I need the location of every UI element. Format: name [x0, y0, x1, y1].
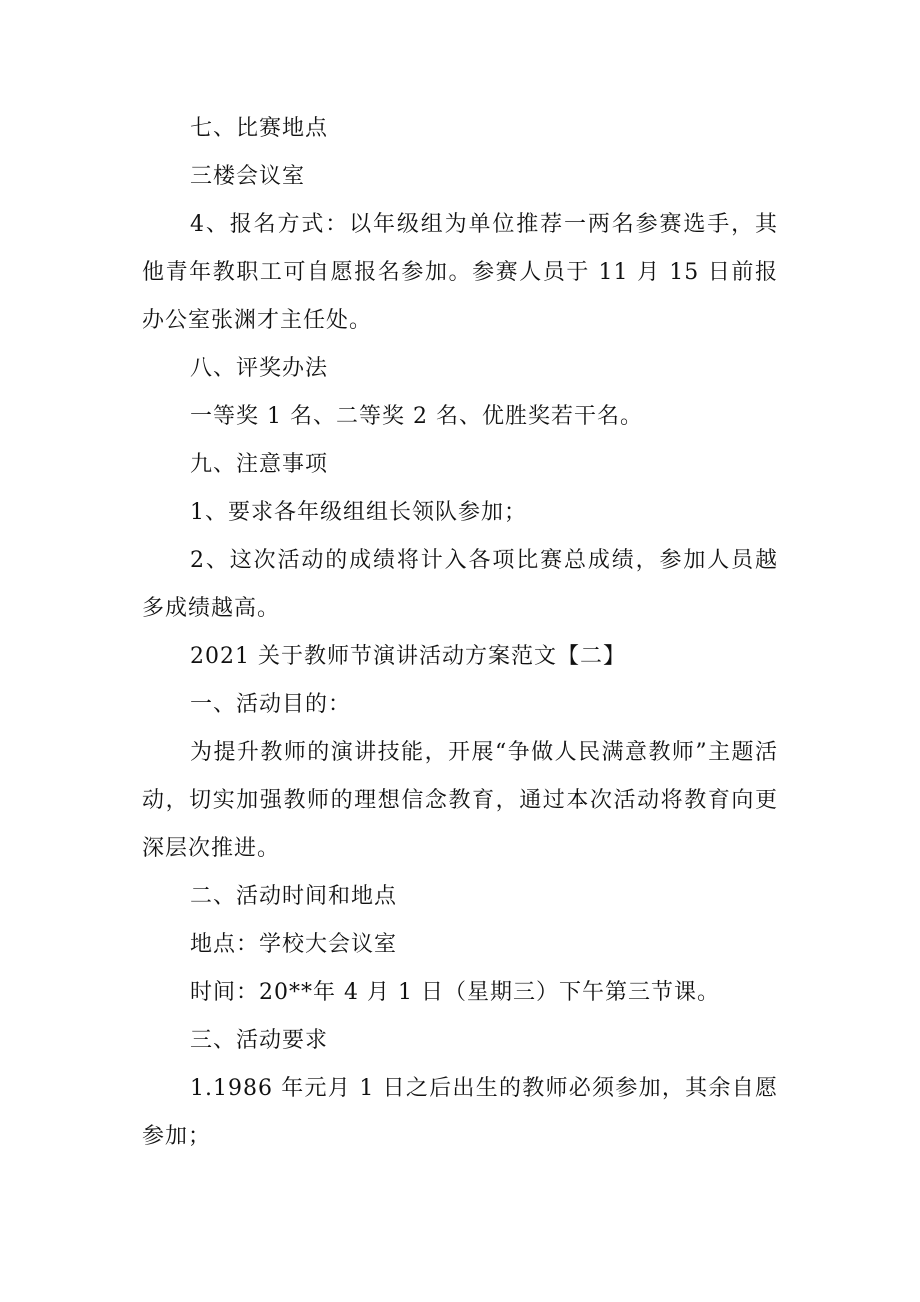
heading-requirements: 三、活动要求 [190, 1028, 329, 1053]
heading-award-method: 八、评奖办法 [190, 356, 329, 381]
section-title-plan-two: 2021 关于教师节演讲活动方案范文【二】 [190, 644, 626, 669]
heading-activity-purpose: 一、活动目的： [190, 692, 352, 717]
paragraph-note-1: 1、要求各年级组组长领队参加； [190, 500, 527, 525]
heading-notes: 九、注意事项 [190, 452, 329, 477]
paragraph-registration: 4、报名方式：以年级组为单位推荐一两名参赛选手，其他青年教职工可自愿报名参加。参赛人员于 11 月 15 日前报办公室张渊才主任处。 [142, 212, 778, 333]
heading-competition-venue: 七、比赛地点 [190, 116, 329, 141]
paragraph-time: 时间：20**年 4 月 1 日（星期三）下午第三节课。 [190, 980, 720, 1005]
paragraph-venue: 三楼会议室 [190, 164, 306, 189]
paragraph-note-2: 2、这次活动的成绩将计入各项比赛总成绩，参加人员越多成绩越高。 [142, 548, 778, 621]
paragraph-purpose: 为提升教师的演讲技能，开展“争做人民满意教师”主题活动，切实加强教师的理想信念教育，通过本次活动将教育向更深层次推进。 [142, 740, 778, 861]
paragraph-place: 地点：学校大会议室 [190, 932, 398, 957]
document-body [142, 105, 778, 1161]
paragraph-awards: 一等奖 1 名、二等奖 2 名、优胜奖若干名。 [190, 404, 643, 429]
paragraph-requirement-1: 1.1986 年元月 1 日之后出生的教师必须参加，其余自愿参加； [142, 1076, 778, 1149]
heading-time-and-place: 二、活动时间和地点 [190, 884, 398, 909]
